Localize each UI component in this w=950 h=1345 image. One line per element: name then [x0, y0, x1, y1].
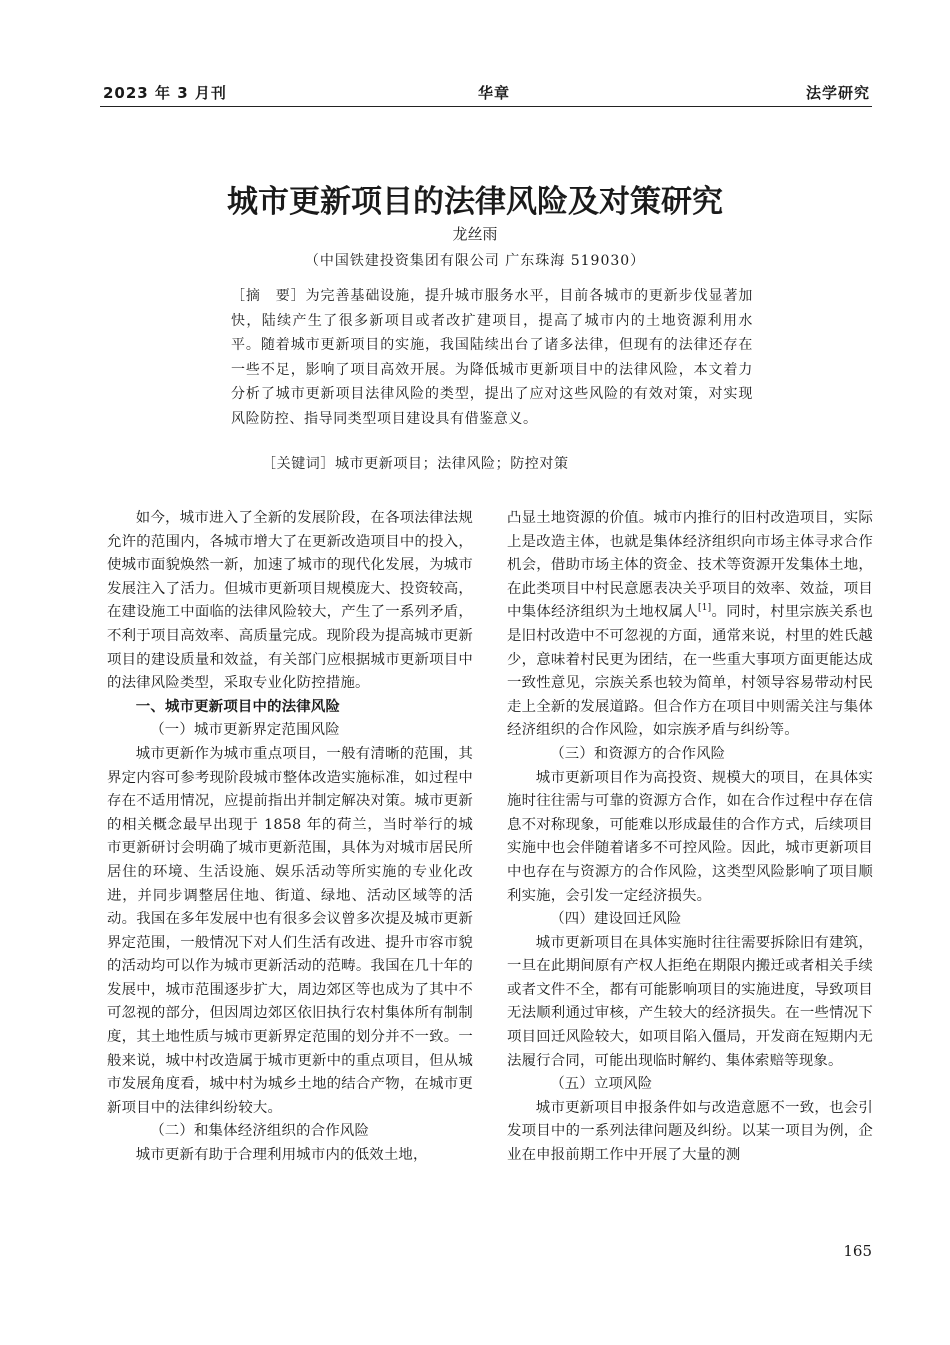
affiliation: （中国铁建投资集团有限公司 广东珠海 519030）: [304, 253, 646, 269]
subsection-heading-4: （四）建设回迁风险: [550, 911, 682, 928]
abstract: [231, 284, 753, 431]
journal-name: 华章: [478, 84, 511, 102]
subsection-1-paragraph: 城市更新作为城市重点项目，一般有清晰的范围，其界定内容可参考现阶段城市整体改造实施标准，如过程中存在不适用情况，应提前指出并制定解决对策。城市更新的相关概念最早出现于 1858 年的荷兰，当时举行的城市更新研讨会明确了城市更新范围，具体为对城市居民所居住的环境、生活设施、娱乐活动等所实施的专业化改进，并同步调整居住地、街道、绿地、活动区域等的活动。我国在多年发展中也有很多会议曾多次提及城市更新界定范围，一般情况下对人们生活有改进、提升市容市貌的活动均可以作为城市更新活动的范畴。我国在几十年的发展中，城市范围逐步扩大，周边郊区等也成为了其中不可忽视的部分，但因周边郊区依旧执行农村集体所有制制度，其土地性质与城市更新界定范围的划分并不一致。一般来说，城中村改造属于城市更新中的重点项目，但从城市发展角度看，城中村为城乡土地的结合产物，在城市更新项目中的法律纠纷较大。: [107, 745, 473, 1116]
keywords-text: 城市更新项目；法律风险；防控对策: [335, 456, 569, 472]
subsection-heading-1: （一）城市更新界定范围风险: [150, 722, 340, 739]
journal-section: 法学研究: [805, 84, 870, 102]
abstract-label: ［摘 要］: [231, 288, 306, 304]
section-heading-1: 一、城市更新项目中的法律风险: [135, 698, 341, 715]
author: 龙丝雨: [452, 225, 498, 243]
subsection-heading-5: （五）立项风险: [550, 1076, 653, 1093]
continued-text-2: 。同时，村里宗族关系也是旧村改造中不可忽视的方面，通常来说，村里的姓氏越少，意味着村民更为团结，在一些重大事项方面更能达成一致性意见，宗族关系也较为简单，村领导容易带动村民走上全新的发展道路。但合作方在项目中则需关注与集体经济组织的合作风险，如宗族矛盾与纠纷等。: [507, 604, 873, 739]
left-column: [107, 507, 473, 1168]
paper-title: 城市更新项目的法律风险及对策研究: [227, 184, 723, 220]
journal-issue: 2023 年 3 月刊: [103, 84, 227, 102]
keywords-label: ［关键词］: [262, 456, 335, 472]
page-number: 165: [843, 1242, 872, 1260]
header-divider: [100, 106, 872, 107]
intro-paragraph: 如今，城市进入了全新的发展阶段，在各项法律法规允许的范围内，各城市增大了在更新改造项目中的投入，使城市面貌焕然一新，加速了城市的现代化发展，为城市发展注入了活力。但城市更新项目规模庞大、投资较高，在建设施工中面临的法律风险较大，产生了一系列矛盾，不利于项目高效率、高质量完成。现阶段为提高城市更新项目的建设质量和效益，有关部门应根据城市更新项目中的法律风险类型，采取专业化防控措施。: [107, 510, 473, 692]
subsection-4-paragraph: 城市更新项目在具体实施时往往需要拆除旧有建筑，一旦在此期间原有产权人拒绝在期限内搬迁或者相关手续或者文件不全，都有可能影响项目的实施进度，导致项目无法顺利通过审核，产生较大的经济损失。在一些情况下项目回迁风险较大，如项目陷入僵局，开发商在短期内无法履行合同，可能出现临时解约、集体索赔等现象。: [507, 934, 873, 1069]
continued-paragraph: [507, 507, 873, 743]
subsection-2-paragraph: 城市更新有助于合理利用城市内的低效土地，: [135, 1147, 428, 1164]
keywords: [262, 453, 569, 473]
subsection-5-paragraph: 城市更新项目申报条件如与改造意愿不一致，也会引发项目中的一系列法律问题及纠纷。以某一项目为例，企业在申报前期工作中开展了大量的测: [507, 1099, 873, 1164]
continued-text: 凸显土地资源的价值。城市内推行的旧村改造项目，实际上是改造主体，也就是集体经济组织向市场主体寻求合作机会，借助市场主体的资金、技术等资源开发集体土地，在此类项目中村民意愿表决关乎项目的效率、效益，项目中集体经济组织为土地权属人: [507, 510, 873, 621]
subsection-heading-3: （三）和资源方的合作风险: [550, 745, 726, 762]
citation-ref: [1]: [698, 603, 712, 614]
abstract-text: 为完善基础设施，提升城市服务水平，目前各城市的更新步伐显著加快，陆续产生了很多新项目或者改扩建项目，提高了城市内的土地资源利用水平。随着城市更新项目的实施，我国陆续出台了诸多法律，但现有的法律还存在一些不足，影响了项目高效开展。为降低城市更新项目中的法律风险，本文着力分析了城市更新项目法律风险的类型，提出了应对这些风险的有效对策，对实现风险防控、指导同类型项目建设具有借鉴意义。: [231, 288, 754, 427]
subsection-heading-2: （二）和集体经济组织的合作风险: [150, 1123, 370, 1140]
subsection-3-paragraph: 城市更新项目作为高投资、规模大的项目，在具体实施时往往需与可靠的资源方合作，如在合作过程中存在信息不对称现象，可能难以形成最佳的合作方式，后续项目实施中也会伴随着诸多不可控风险。因此，城市更新项目中也存在与资源方的合作风险，这类型风险影响了项目顺利实施，会引发一定经济损失。: [507, 769, 873, 904]
right-column: [507, 507, 873, 1168]
